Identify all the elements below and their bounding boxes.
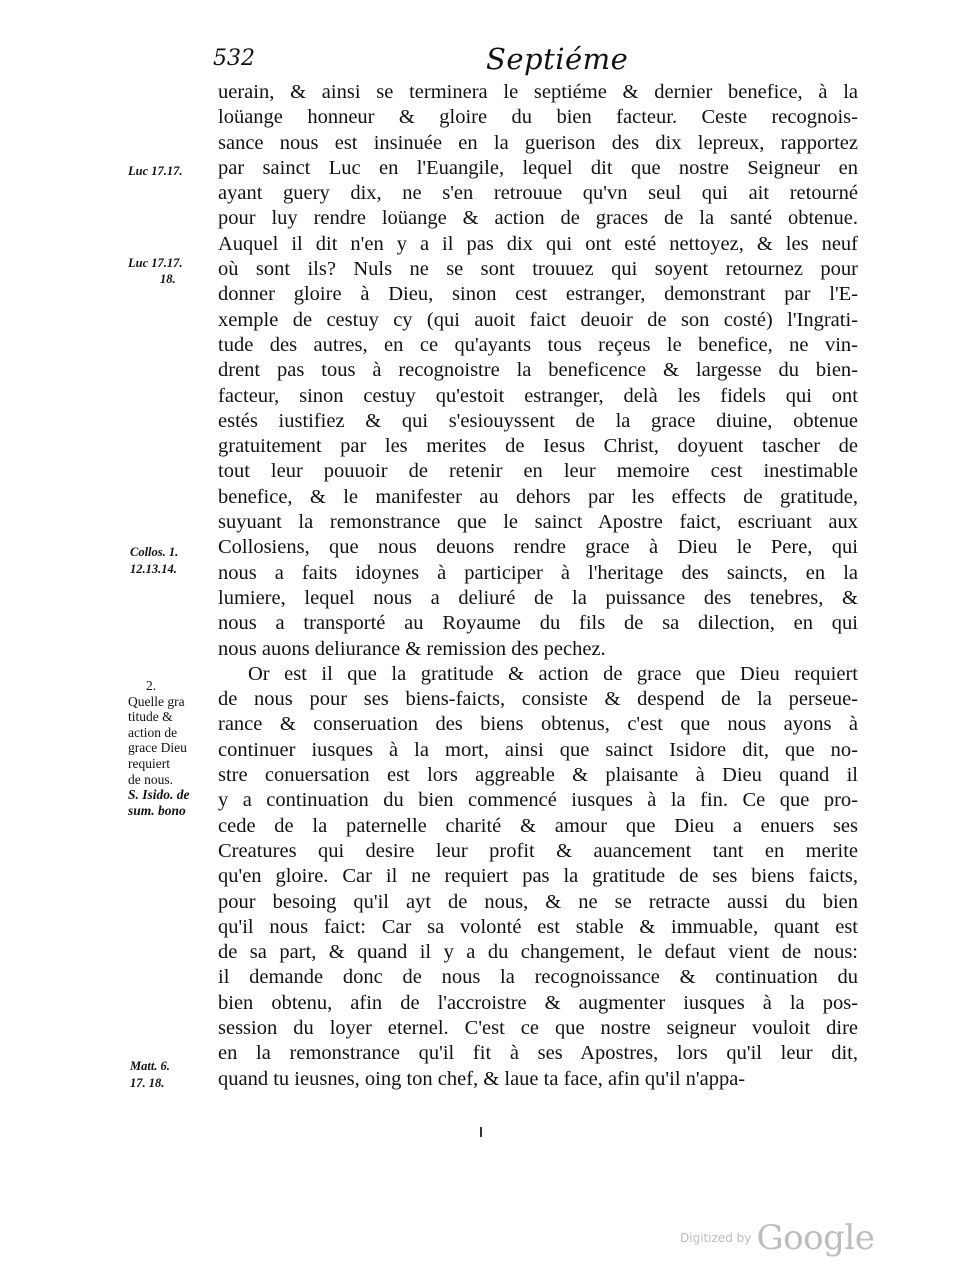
text-line: session du loyer eternel. C'est ce que nostre seigneur vouloit dire bbox=[218, 1016, 858, 1039]
google-logo: Google bbox=[756, 1218, 875, 1258]
text-line: lumiere, lequel nous a deliuré de la puissance des tenebres, & bbox=[218, 586, 858, 609]
text-line: sance nous est insinuée en la guerison des dix lepreux, rapportez bbox=[218, 131, 858, 154]
text-line: où sont ils? Nuls ne se sont trouuez qui soyent retournez pour bbox=[218, 258, 858, 281]
text-line: uerain, & ainsi se terminera le septiéme & dernier benefice, à la bbox=[218, 81, 858, 103]
text-line: par sainct Luc en l'Euangile, lequel dit que nostre Seigneur en bbox=[218, 156, 858, 179]
watermark-prefix: Digitized by bbox=[680, 1231, 752, 1245]
text-line: nous a transporté au Royaume du fils de sa dilection, en qui bbox=[218, 612, 858, 635]
text-line: benefice, & le manifester au dehors par les effects de gratitude, bbox=[218, 485, 858, 508]
text-line: bien obtenu, afin de l'accroistre & augmenter iusques à la pos- bbox=[218, 991, 858, 1014]
margin-ref-colossians-verses: 12.13.14. bbox=[130, 562, 177, 576]
running-head: Septiéme bbox=[486, 42, 629, 76]
sidenote-ref: sum. bono bbox=[128, 802, 186, 818]
text-line: pour besoing qu'il ayt de nous, & ne se retracte aussi du bien bbox=[218, 890, 858, 913]
margin-ref-matthew-verses: 17. 18. bbox=[130, 1076, 165, 1090]
text-line: Creatures qui desire leur profit & auancement tant en merite bbox=[218, 839, 858, 862]
margin-ref-luke: Luc 17.17. bbox=[128, 256, 183, 270]
text-line: donner gloire à Dieu, sinon cest estranger, demonstrant par l'E- bbox=[218, 283, 858, 306]
text-line: facteur, sinon cestuy qu'estoit estranger, delà les fidels qui ont bbox=[218, 384, 858, 407]
margin-ref-luke-verse: 18. bbox=[160, 272, 176, 286]
sidenote-line: Quelle gra bbox=[128, 693, 185, 709]
sidenote-line: titude & bbox=[128, 709, 173, 725]
text-line: gratuitement par les merites de Iesus Christ, doyuent tascher de bbox=[218, 435, 858, 458]
text-line: suyuant la remonstrance que le sainct Apostre faict, escriuant aux bbox=[218, 511, 858, 534]
sidenote-line: de nous. bbox=[128, 771, 173, 787]
margin-sidenote bbox=[128, 678, 210, 818]
text-line: pour luy rendre loüange & action de graces de la santé obtenue. bbox=[218, 207, 858, 230]
text-line: drent pas tous à recognoistre la beneficence & largesse du bien- bbox=[218, 359, 858, 382]
text-line: il demande donc de nous la recognoissance & continuation du bbox=[218, 966, 858, 989]
margin-ref-colossians: Collos. 1. bbox=[130, 545, 179, 559]
text-line: nous a faits idoynes à participer à l'heritage des saincts, en la bbox=[218, 561, 858, 584]
text-line: tude des autres, en ce qu'ayants tous reçeus le benefice, ne vin- bbox=[218, 333, 858, 356]
body-text bbox=[218, 80, 858, 1092]
margin-ref-luke: Luc 17.17. bbox=[128, 164, 183, 178]
text-line: en la remonstrance qu'il fit à ses Apostres, lors qu'il leur dit, bbox=[218, 1042, 858, 1065]
text-line: loüange honneur & gloire du bien facteur. Ceste recognois- bbox=[218, 106, 858, 129]
text-line: Auquel il dit n'en y a il pas dix qui ont esté nettoyez, & les neuf bbox=[218, 232, 858, 255]
sidenote-line: action de bbox=[128, 724, 178, 740]
text-line: quand tu ieusnes, oing ton chef, & laue ta face, afin qu'il n'appa- bbox=[218, 1067, 746, 1090]
text-line: de sa part, & quand il y a du changement, le defaut vient de nous: bbox=[218, 941, 858, 964]
text-line: Collosiens, que nous deuons rendre grace à Dieu le Pere, qui bbox=[218, 536, 858, 559]
text-line: de nous pour ses biens-faicts, consiste & despend de la perseue- bbox=[218, 688, 858, 711]
page-number: 532 bbox=[213, 46, 255, 71]
paragraph-start-line: Or est il que la gratitude & action de grace que Dieu requiert bbox=[248, 662, 858, 685]
text-line: y a continuation du bien commencé iusques à la fin. Ce que pro- bbox=[218, 789, 858, 812]
margin-ref-matthew: Matt. 6. bbox=[130, 1059, 170, 1073]
text-line: continuer iusques à la mort, ainsi que sainct Isidore dit, que no- bbox=[218, 738, 858, 761]
sidenote-number: 2. bbox=[146, 678, 157, 693]
text-line: rance & conseruation des biens obtenus, c'est que nous ayons à bbox=[218, 713, 858, 736]
print-mark bbox=[480, 1127, 482, 1137]
text-line: xemple de cestuy cy (qui auoit faict deuoir de son costé) l'Ingrati- bbox=[218, 308, 858, 331]
text-line: ayant guery dix, ne s'en retrouue qu'vn seul qui ait retourné bbox=[218, 182, 858, 205]
google-watermark bbox=[680, 1218, 874, 1258]
sidenote-ref: S. Isido. de bbox=[128, 787, 190, 803]
text-line: qu'il nous faict: Car sa volonté est stable & immuable, quant est bbox=[218, 915, 858, 938]
text-line: estés iustifiez & qui s'esiouyssent de la grace diuine, obtenue bbox=[218, 409, 858, 432]
sidenote-line: requiert bbox=[128, 755, 170, 771]
text-line: stre conuersation est lors aggreable & plaisante à Dieu quand il bbox=[218, 764, 858, 787]
text-line: qu'en gloire. Car il ne requiert pas la gratitude de ses biens faicts, bbox=[218, 865, 858, 888]
sidenote-line: grace Dieu bbox=[128, 740, 187, 756]
text-line: tout leur pouuoir de retenir en leur memoire cest inestimable bbox=[218, 460, 858, 483]
text-line: cede de la paternelle charité & amour que Dieu a enuers ses bbox=[218, 814, 858, 837]
text-line: nous auons deliurance & remission des pechez. bbox=[218, 637, 606, 660]
